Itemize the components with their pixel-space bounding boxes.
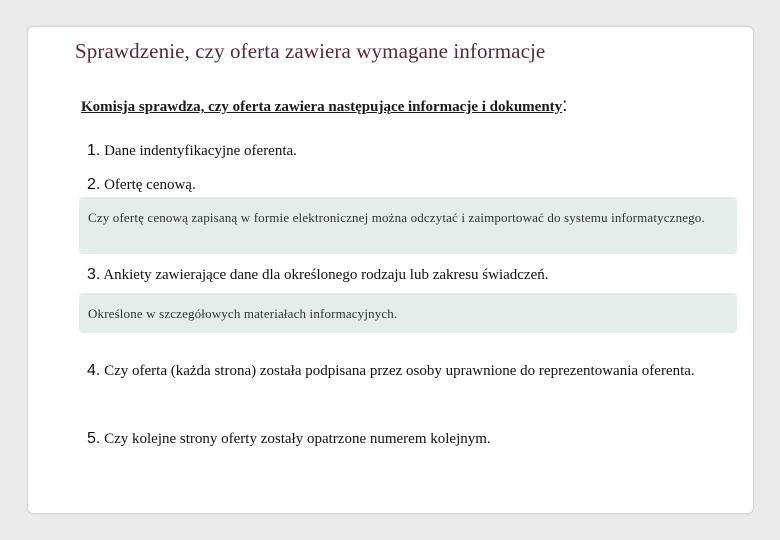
list-item [87,140,297,162]
item-number: 1. [87,142,101,159]
intro-text: Komisja sprawdza, czy oferta zawiera następujące informacje i dokumenty [81,99,563,115]
item-number: 2. [87,176,101,193]
slide [27,26,754,514]
item-text: Czy oferta (każda strona) została podpisana przez osoby uprawnione do reprezentowania oferenta. [104,363,695,379]
note-text: Czy ofertę cenową zapisaną w formie elektronicznej można odczytać i zaimportować do systemu informatycznego. [88,210,705,225]
intro-line [81,95,567,117]
slide-title: Sprawdzenie, czy oferta zawiera wymagane informacje [75,39,546,63]
item-number: 5. [87,430,101,447]
list-item [87,174,196,196]
item-text: Czy kolejne strony oferty zostały opatrzone numerem kolejnym. [104,431,491,447]
item-text: Ofertę cenową. [104,177,196,193]
note-text: Określone w szczegółowych materiałach informacyjnych. [88,306,398,321]
item-text: Ankiety zawierające dane dla określonego rodzaju lub zakresu świadczeń. [103,267,549,283]
item-text: Dane indentyfikacyjne oferenta. [104,143,297,159]
item-number: 3. [87,266,101,283]
list-item [87,428,491,450]
note-box [79,197,737,254]
item-number: 4. [87,362,101,379]
intro-colon: : [562,95,568,116]
note-box [79,293,737,333]
list-item [87,264,549,286]
list-item [87,360,749,382]
